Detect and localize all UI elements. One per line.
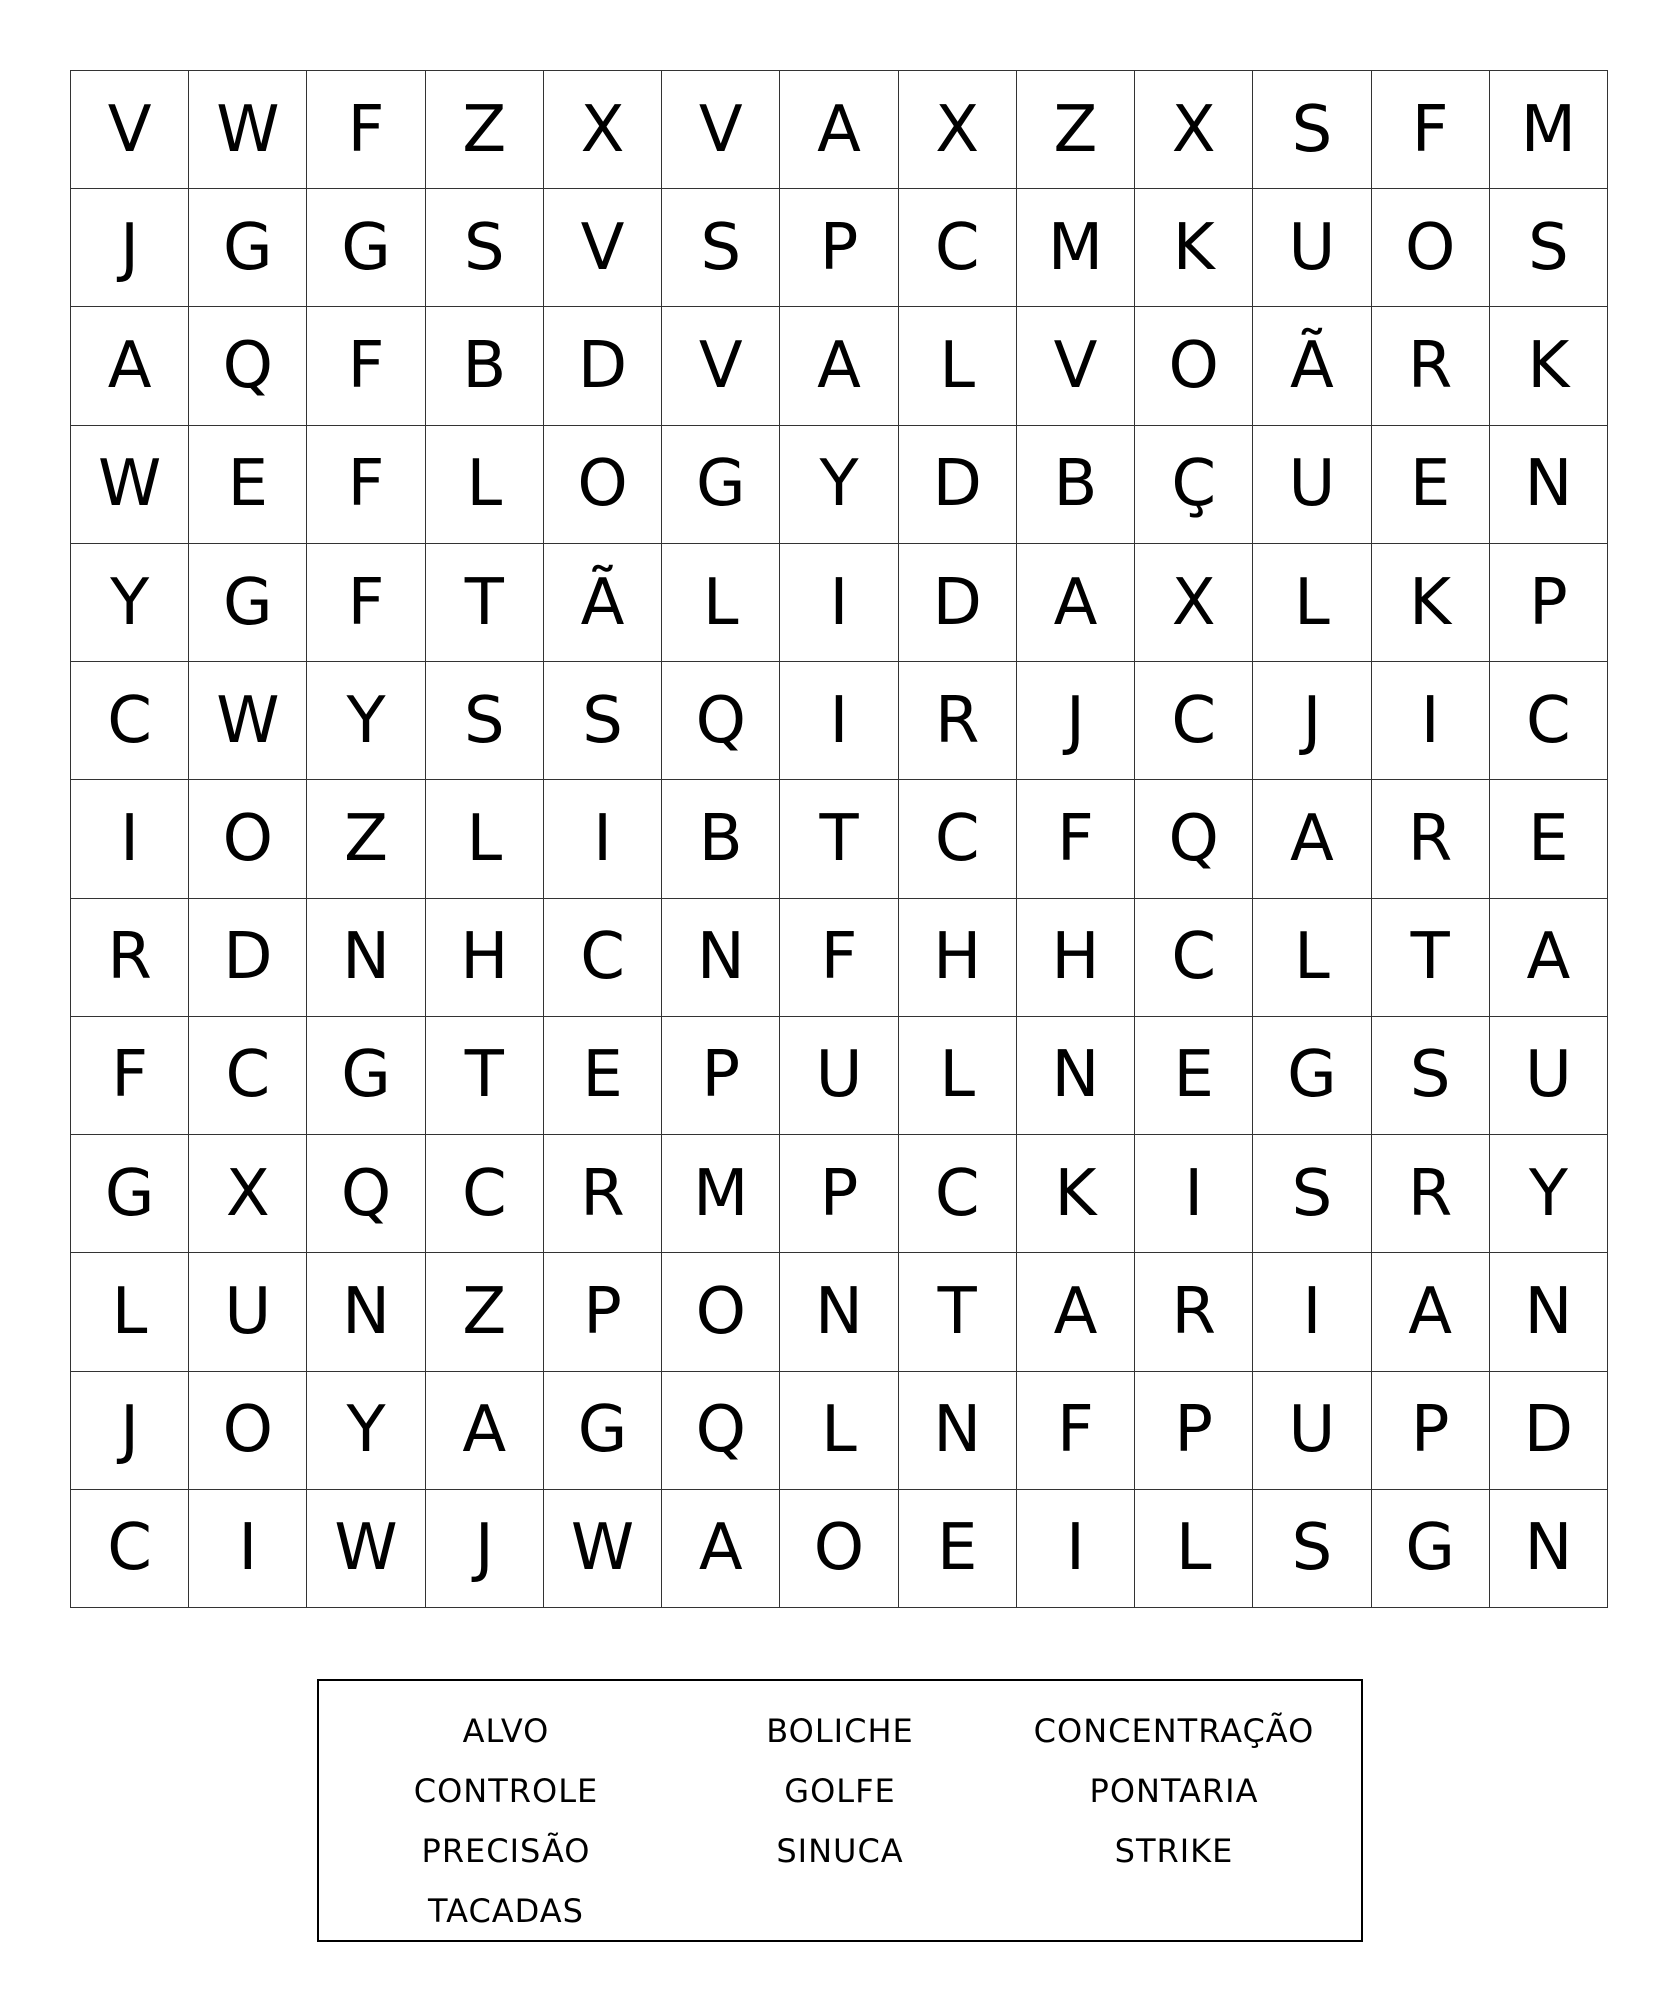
grid-cell[interactable]: K <box>1372 544 1490 662</box>
letter-grid <box>70 70 1608 1608</box>
grid-cell[interactable]: P <box>544 1253 662 1371</box>
grid-cell[interactable]: Ã <box>544 544 662 662</box>
word-bank-item: CONCENTRAÇÃO <box>1033 1712 1315 1750</box>
grid-cell[interactable]: S <box>1253 1490 1371 1608</box>
grid-cell[interactable]: L <box>71 1253 189 1371</box>
grid-cell[interactable]: C <box>1135 899 1253 1017</box>
grid-cell[interactable]: M <box>662 1135 780 1253</box>
grid-cell[interactable]: K <box>1017 1135 1135 1253</box>
grid-cell[interactable]: I <box>1253 1253 1371 1371</box>
grid-cell[interactable]: O <box>1372 189 1490 307</box>
grid-cell[interactable]: Ç <box>1135 426 1253 544</box>
grid-cell[interactable]: P <box>1135 1372 1253 1490</box>
grid-cell[interactable]: T <box>899 1253 1017 1371</box>
grid-cell[interactable]: V <box>662 307 780 425</box>
grid-cell[interactable]: P <box>1372 1372 1490 1490</box>
grid-cell[interactable]: L <box>1253 544 1371 662</box>
grid-cell[interactable]: L <box>1135 1490 1253 1608</box>
grid-cell[interactable]: I <box>71 780 189 898</box>
grid-cell[interactable]: I <box>1135 1135 1253 1253</box>
grid-cell[interactable]: J <box>1017 662 1135 780</box>
grid-cell[interactable]: C <box>544 899 662 1017</box>
grid-cell[interactable]: S <box>1372 1017 1490 1135</box>
word-bank-item: TACADAS <box>428 1892 584 1930</box>
word-bank-item: GOLFE <box>784 1772 896 1810</box>
grid-cell[interactable]: Z <box>307 780 425 898</box>
grid-cell[interactable]: E <box>189 426 307 544</box>
grid-cell[interactable]: G <box>71 1135 189 1253</box>
grid-cell[interactable]: B <box>1017 426 1135 544</box>
word-bank <box>317 1679 1363 1942</box>
grid-cell[interactable]: E <box>1135 1017 1253 1135</box>
grid-cell[interactable]: J <box>71 1372 189 1490</box>
grid-cell[interactable]: W <box>189 71 307 189</box>
grid-cell[interactable]: G <box>189 544 307 662</box>
grid-cell[interactable]: Q <box>1135 780 1253 898</box>
grid-cell[interactable]: D <box>189 899 307 1017</box>
grid-cell[interactable]: D <box>899 426 1017 544</box>
grid-cell[interactable]: S <box>426 662 544 780</box>
grid-cell[interactable]: L <box>899 307 1017 425</box>
grid-cell[interactable]: N <box>307 1253 425 1371</box>
grid-cell[interactable]: P <box>662 1017 780 1135</box>
grid-cell[interactable]: P <box>780 1135 898 1253</box>
grid-cell[interactable]: V <box>71 71 189 189</box>
grid-cell[interactable]: Q <box>662 662 780 780</box>
grid-cell[interactable]: D <box>899 544 1017 662</box>
grid-cell[interactable]: A <box>1490 899 1608 1017</box>
grid-cell[interactable]: U <box>189 1253 307 1371</box>
grid-cell[interactable]: L <box>426 426 544 544</box>
grid-cell[interactable]: T <box>780 780 898 898</box>
grid-cell[interactable]: X <box>1135 71 1253 189</box>
grid-cell[interactable]: L <box>662 544 780 662</box>
grid-cell[interactable]: A <box>1253 780 1371 898</box>
grid-cell[interactable]: N <box>307 899 425 1017</box>
grid-cell[interactable]: S <box>544 662 662 780</box>
grid-cell[interactable]: Y <box>71 544 189 662</box>
grid-cell[interactable]: K <box>1135 189 1253 307</box>
grid-cell[interactable]: C <box>189 1017 307 1135</box>
grid-cell[interactable]: U <box>1253 426 1371 544</box>
grid-cell[interactable]: G <box>544 1372 662 1490</box>
grid-cell[interactable]: U <box>1253 189 1371 307</box>
grid-cell[interactable]: R <box>1372 307 1490 425</box>
grid-cell[interactable]: U <box>1253 1372 1371 1490</box>
grid-cell[interactable]: L <box>899 1017 1017 1135</box>
grid-cell[interactable]: G <box>1253 1017 1371 1135</box>
grid-cell[interactable]: B <box>662 780 780 898</box>
grid-cell[interactable]: Y <box>1490 1135 1608 1253</box>
grid-cell[interactable]: N <box>780 1253 898 1371</box>
grid-cell[interactable]: I <box>189 1490 307 1608</box>
grid-cell[interactable]: X <box>899 71 1017 189</box>
grid-cell[interactable]: F <box>307 426 425 544</box>
word-bank-item: CONTROLE <box>413 1772 599 1810</box>
grid-cell[interactable]: R <box>1372 1135 1490 1253</box>
grid-cell[interactable]: V <box>544 189 662 307</box>
grid-cell[interactable]: C <box>71 662 189 780</box>
grid-cell[interactable]: S <box>1253 1135 1371 1253</box>
grid-cell[interactable]: O <box>780 1490 898 1608</box>
grid-cell[interactable]: F <box>1017 780 1135 898</box>
grid-cell[interactable]: Q <box>189 307 307 425</box>
grid-cell[interactable]: J <box>71 189 189 307</box>
grid-cell[interactable]: N <box>1490 426 1608 544</box>
grid-cell[interactable]: R <box>899 662 1017 780</box>
grid-cell[interactable]: A <box>780 71 898 189</box>
grid-cell[interactable]: G <box>1372 1490 1490 1608</box>
grid-cell[interactable]: V <box>662 71 780 189</box>
grid-cell[interactable]: A <box>1017 544 1135 662</box>
grid-cell[interactable]: X <box>544 71 662 189</box>
grid-cell[interactable]: O <box>189 780 307 898</box>
word-bank-item: STRIKE <box>1114 1832 1234 1870</box>
grid-cell[interactable]: T <box>1372 899 1490 1017</box>
grid-cell[interactable]: I <box>780 662 898 780</box>
grid-cell[interactable]: W <box>189 662 307 780</box>
grid-cell[interactable]: E <box>899 1490 1017 1608</box>
grid-cell[interactable]: L <box>426 780 544 898</box>
grid-cell[interactable]: N <box>899 1372 1017 1490</box>
grid-cell[interactable]: I <box>1372 662 1490 780</box>
grid-cell[interactable]: F <box>71 1017 189 1135</box>
grid-cell[interactable]: W <box>71 426 189 544</box>
grid-cell[interactable]: D <box>544 307 662 425</box>
grid-cell[interactable]: I <box>544 780 662 898</box>
grid-cell[interactable]: C <box>899 189 1017 307</box>
grid-cell[interactable]: C <box>899 1135 1017 1253</box>
grid-cell[interactable]: Ã <box>1253 307 1371 425</box>
grid-cell[interactable]: Y <box>307 1372 425 1490</box>
grid-cell[interactable]: C <box>1490 662 1608 780</box>
grid-cell[interactable]: G <box>307 1017 425 1135</box>
grid-cell[interactable]: J <box>1253 662 1371 780</box>
grid-cell[interactable]: L <box>780 1372 898 1490</box>
grid-cell[interactable]: C <box>899 780 1017 898</box>
grid-cell[interactable]: A <box>1372 1253 1490 1371</box>
grid-cell[interactable]: U <box>780 1017 898 1135</box>
grid-cell[interactable]: N <box>662 899 780 1017</box>
grid-cell[interactable]: G <box>307 189 425 307</box>
grid-cell[interactable]: E <box>1372 426 1490 544</box>
grid-cell[interactable]: G <box>189 189 307 307</box>
word-bank-item: BOLICHE <box>766 1712 914 1750</box>
grid-cell[interactable]: A <box>662 1490 780 1608</box>
grid-cell[interactable]: G <box>662 426 780 544</box>
grid-cell[interactable]: U <box>1490 1017 1608 1135</box>
grid-cell[interactable]: A <box>71 307 189 425</box>
grid-cell[interactable]: N <box>1017 1017 1135 1135</box>
grid-cell[interactable]: Z <box>426 71 544 189</box>
word-bank-item: PRECISÃO <box>421 1832 591 1870</box>
grid-cell[interactable]: Y <box>307 662 425 780</box>
grid-cell[interactable]: T <box>426 544 544 662</box>
grid-cell[interactable]: A <box>426 1372 544 1490</box>
grid-cell[interactable]: O <box>662 1253 780 1371</box>
grid-cell[interactable]: F <box>780 899 898 1017</box>
grid-cell[interactable]: F <box>1372 71 1490 189</box>
grid-cell[interactable]: N <box>1490 1253 1608 1371</box>
grid-cell[interactable]: Y <box>780 426 898 544</box>
grid-cell[interactable]: S <box>1253 71 1371 189</box>
word-bank-item: SINUCA <box>776 1832 904 1870</box>
grid-cell[interactable]: E <box>1490 780 1608 898</box>
grid-cell[interactable]: X <box>189 1135 307 1253</box>
grid-cell[interactable]: J <box>426 1490 544 1608</box>
word-bank-item: PONTARIA <box>1089 1772 1259 1810</box>
grid-cell[interactable]: O <box>544 426 662 544</box>
grid-cell[interactable]: O <box>189 1372 307 1490</box>
grid-cell[interactable]: R <box>71 899 189 1017</box>
grid-cell[interactable]: R <box>1135 1253 1253 1371</box>
grid-cell[interactable]: P <box>780 189 898 307</box>
grid-cell[interactable]: V <box>1017 307 1135 425</box>
grid-cell[interactable]: Z <box>1017 71 1135 189</box>
grid-cell[interactable]: K <box>1490 307 1608 425</box>
grid-cell[interactable]: F <box>1017 1372 1135 1490</box>
grid-cell[interactable]: R <box>1372 780 1490 898</box>
grid-cell[interactable]: D <box>1490 1372 1608 1490</box>
grid-cell[interactable]: F <box>307 71 425 189</box>
grid-cell[interactable]: R <box>544 1135 662 1253</box>
grid-cell[interactable]: L <box>1253 899 1371 1017</box>
grid-cell[interactable]: B <box>426 307 544 425</box>
grid-cell[interactable]: I <box>1017 1490 1135 1608</box>
grid-cell[interactable]: A <box>1017 1253 1135 1371</box>
grid-cell[interactable]: C <box>426 1135 544 1253</box>
grid-cell[interactable]: F <box>307 544 425 662</box>
grid-cell[interactable]: Q <box>307 1135 425 1253</box>
grid-cell[interactable]: S <box>426 189 544 307</box>
grid-cell[interactable]: S <box>662 189 780 307</box>
grid-cell[interactable]: C <box>71 1490 189 1608</box>
grid-cell[interactable]: H <box>1017 899 1135 1017</box>
grid-cell[interactable]: P <box>1490 544 1608 662</box>
grid-cell[interactable]: W <box>544 1490 662 1608</box>
grid-cell[interactable]: W <box>307 1490 425 1608</box>
grid-cell[interactable]: C <box>1135 662 1253 780</box>
grid-cell[interactable]: F <box>307 307 425 425</box>
grid-cell[interactable]: O <box>1135 307 1253 425</box>
grid-cell[interactable]: T <box>426 1017 544 1135</box>
grid-cell[interactable]: N <box>1490 1490 1608 1608</box>
grid-cell[interactable]: S <box>1490 189 1608 307</box>
grid-cell[interactable]: H <box>426 899 544 1017</box>
grid-cell[interactable]: E <box>544 1017 662 1135</box>
grid-cell[interactable]: M <box>1017 189 1135 307</box>
grid-cell[interactable]: X <box>1135 544 1253 662</box>
grid-cell[interactable]: M <box>1490 71 1608 189</box>
grid-cell[interactable]: I <box>780 544 898 662</box>
grid-cell[interactable]: A <box>780 307 898 425</box>
grid-cell[interactable]: Q <box>662 1372 780 1490</box>
grid-cell[interactable]: H <box>899 899 1017 1017</box>
grid-cell[interactable]: Z <box>426 1253 544 1371</box>
word-bank-item: ALVO <box>462 1712 550 1750</box>
